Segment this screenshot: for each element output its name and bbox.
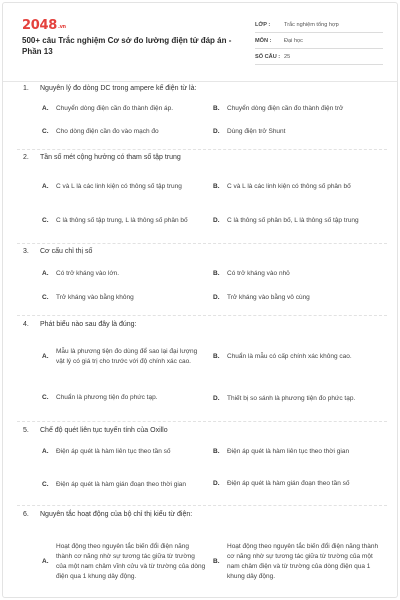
page-title: 500+ câu Trắc nghiệm Cơ sở đo lường điện tử đáp án - Phần 13 [22,36,232,56]
q2-option-a[interactable]: A. C và L là các linh kiện có thông số tập trung [42,183,182,190]
q6-option-a[interactable]: A. Hoạt động theo nguyên tắc biến đổi điện năng thành cơ năng nhờ sự tương tác giữa từ trường của một nam châm vĩnh cửu và từ trường của dòng điện qua 1 khung dây động. [42,543,206,580]
q5-option-a[interactable]: A. Điện áp quét là hàm liên tục theo tần số [42,448,171,455]
q3-option-a[interactable]: A. Có trở kháng vào lớn. [42,270,120,277]
q5-option-c[interactable]: C. Điện áp quét là hàm gián đoạn theo thời gian [42,481,187,488]
q6-option-b[interactable]: B. Hoạt động theo nguyên tắc biến đổi điện năng thành cơ năng nhờ sự tương tác giữa từ trường của một nam châm điện và từ trường của dòng điện qua 1 khung dây động. [213,543,379,580]
meta-class: LỚP : Trắc nghiệm tổng hợp [255,17,383,33]
meta-question-count: SỐ CÂU : 25 [255,49,383,65]
question-4: 4. Phát biểu nào sau đây là đúng: [23,321,137,328]
question-separator [17,243,387,244]
q3-option-d[interactable]: D. Trở kháng vào bằng vô cùng [213,294,310,301]
q4-option-c[interactable]: C. Chuẩn là phương tiện đo phức tạp. [42,394,158,401]
q1-option-b[interactable]: B. Chuyển dòng điện cần đo thành điện trở [213,105,344,112]
page-header [3,3,397,75]
q2-option-c[interactable]: C. C là thông số tập trung, L là thông số phân bố [42,217,188,224]
q2-option-b[interactable]: B. C và L là các linh kiện có thông số phân bố [213,183,351,190]
header-divider [3,81,397,82]
question-6: 6. Nguyên tắc hoạt động của bộ chỉ thị kiểu từ điện: [23,511,193,518]
q1-option-d[interactable]: D. Dùng điện trở Shunt [213,128,286,135]
question-separator [17,149,387,150]
q1-option-a[interactable]: A. Chuyển dòng điện cần đo thành điện áp. [42,105,174,112]
question-separator [17,505,387,506]
question-2: 2. Tần số mét cộng hưởng có tham số tập trung [23,154,181,161]
question-1: 1. Nguyên lý đo dòng DC trong ampere kế điện từ là: [23,85,197,92]
q4-option-d[interactable]: D. Thiết bị so sánh là phương tiện đo phức tạp. [213,395,356,402]
q1-option-c[interactable]: C. Cho dòng điện cần đo vào mạch đo [42,128,159,135]
question-3: 3. Cơ cấu chỉ thị số [23,248,93,255]
q4-option-b[interactable]: B. Chuẩn là mẫu có cấp chính xác không cao. [213,353,352,360]
question-5: 5. Chế độ quét liên tục tuyến tính của Oxillo [23,427,168,434]
quiz-meta [255,17,383,65]
q3-option-b[interactable]: B. Có trở kháng vào nhỏ [213,270,290,277]
quiz-page [2,2,398,598]
q4-option-a[interactable]: A. Mẫu là phương tiện đo dùng để sao lại đại lượng vật lý có giá trị cho trước với độ chính xác cao. [42,348,198,365]
meta-subject: MÔN : Đại học [255,33,383,49]
q2-option-d[interactable]: D. C là thông số phân bố, L là thông số tập trung [213,217,359,224]
question-separator [17,315,387,316]
q5-option-b[interactable]: B. Điện áp quét là hàm liên tục theo thời gian [213,448,350,455]
site-logo[interactable]: 2048.vn [22,18,66,33]
q3-option-c[interactable]: C. Trở kháng vào bằng không [42,294,134,301]
q5-option-d[interactable]: D. Điện áp quét là hàm gián đoạn theo tần số [213,480,350,487]
question-separator [17,421,387,422]
